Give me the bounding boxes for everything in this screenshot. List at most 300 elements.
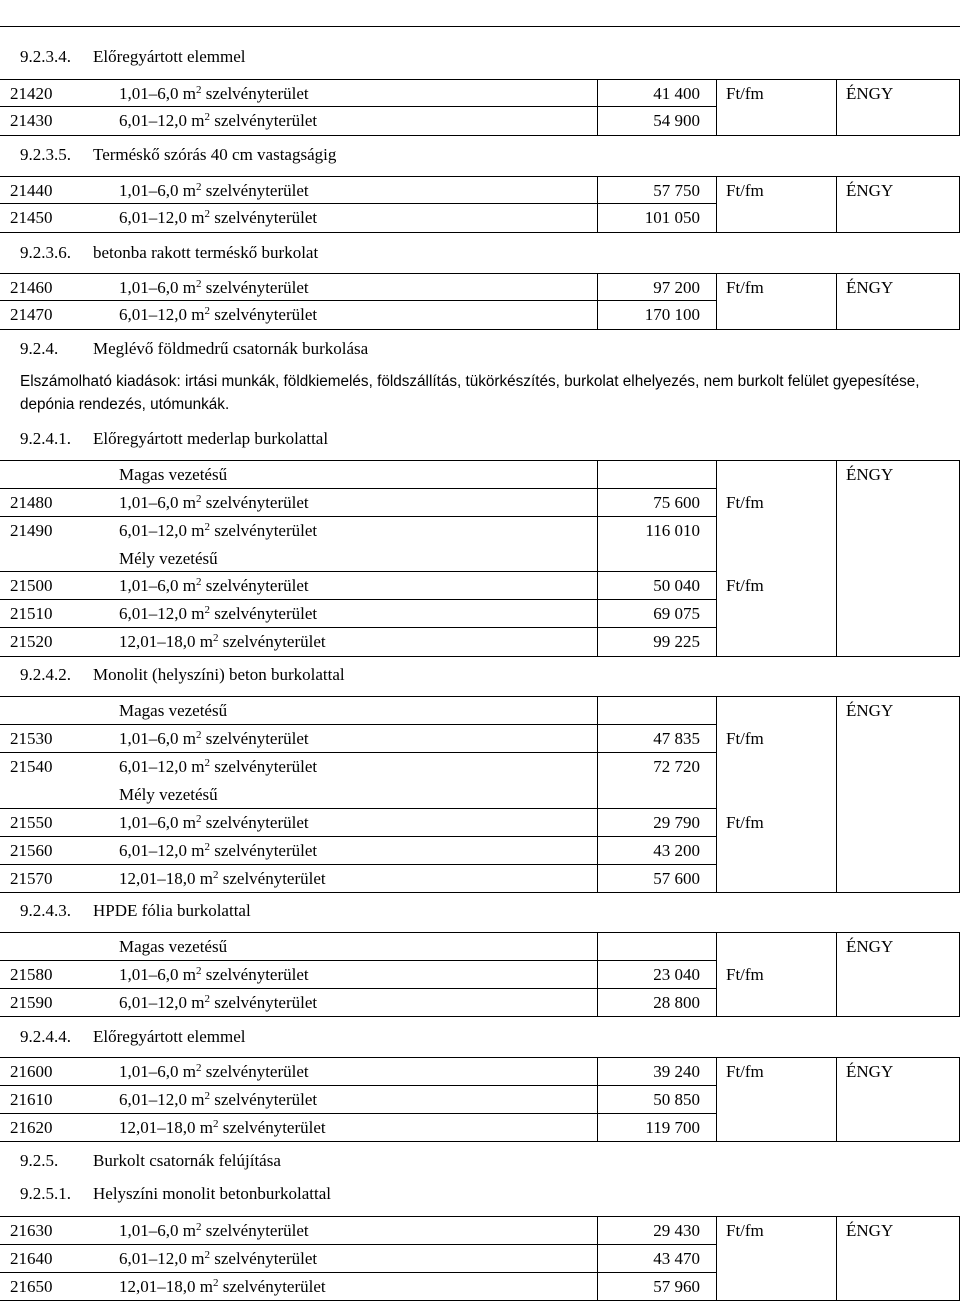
column-rule — [716, 176, 717, 232]
section-number: 9.2.4. — [20, 339, 59, 358]
unit-m: m — [199, 632, 213, 651]
unit-superscript: 2 — [195, 84, 202, 96]
table-row — [0, 809, 960, 837]
section-title: HPDE fólia burkolattal — [93, 901, 251, 920]
section-heading — [20, 145, 336, 165]
section-title: Meglévő földmedrű csatornák burkolása — [93, 339, 369, 358]
column-rule — [716, 79, 717, 135]
table-rule — [0, 106, 716, 107]
section-number: 9.2.3.4. — [20, 47, 71, 66]
row-value: 43 470 — [653, 1249, 700, 1268]
column-rule — [836, 460, 837, 656]
row-value: 72 720 — [653, 757, 700, 776]
unit-superscript: 2 — [204, 208, 210, 220]
subheading-row — [0, 697, 960, 725]
row-range: 6,01–12,0 — [119, 993, 187, 1012]
row-suffix: szelvényterület — [214, 208, 318, 227]
table-rule — [0, 460, 960, 461]
table-row — [0, 1114, 960, 1142]
table-row — [0, 628, 960, 656]
section-title: Előregyártott elemmel — [93, 47, 246, 66]
row-value: 47 835 — [653, 729, 700, 748]
row-value: 50 040 — [653, 576, 700, 595]
table-rule — [0, 135, 960, 136]
category-label: ÉNGY — [846, 937, 894, 956]
table-rule — [0, 627, 716, 628]
table-row — [0, 274, 960, 302]
unit-superscript: 2 — [212, 1277, 219, 1289]
table-rule — [0, 599, 716, 600]
row-code: 21480 — [10, 493, 53, 512]
row-range: 6,01–12,0 — [119, 208, 187, 227]
row-value: 29 790 — [653, 813, 700, 832]
row-suffix: szelvényterület — [205, 84, 309, 103]
unit-superscript: 2 — [212, 869, 219, 881]
subheading-row — [0, 545, 960, 573]
category-label: ÉNGY — [846, 278, 894, 297]
row-value: 41 400 — [653, 84, 700, 103]
row-range: 12,01–18,0 — [119, 632, 196, 651]
row-code: 21430 — [10, 111, 53, 130]
unit-m: m — [191, 841, 205, 860]
unit-superscript: 2 — [195, 1221, 202, 1233]
unit-superscript: 2 — [195, 965, 202, 977]
row-code: 21460 — [10, 278, 53, 297]
row-description — [119, 628, 326, 656]
section-number: 9.2.3.6. — [20, 243, 71, 262]
table-rule — [0, 988, 716, 989]
section-number: 9.2.5. — [20, 1151, 59, 1170]
row-range: 1,01–6,0 — [119, 965, 179, 984]
table-row — [0, 80, 960, 108]
unit-m: m — [191, 208, 205, 227]
section-number: 9.2.3.5. — [20, 145, 71, 164]
row-suffix: szelvényterület — [205, 729, 309, 748]
row-description — [119, 753, 317, 781]
row-code: 21510 — [10, 604, 53, 623]
unit-m: m — [199, 1277, 213, 1296]
table-row — [0, 725, 960, 753]
row-suffix: szelvényterület — [222, 869, 326, 888]
table-rule — [0, 203, 716, 204]
section-heading — [20, 339, 368, 359]
subheading-label: Magas vezetésű — [119, 937, 228, 956]
row-description — [119, 989, 317, 1017]
row-description — [119, 1217, 309, 1245]
unit-label: Ft/fm — [726, 84, 764, 103]
unit-label: Ft/fm — [726, 181, 764, 200]
row-suffix: szelvényterület — [205, 1221, 309, 1240]
unit-m: m — [182, 84, 196, 103]
row-code: 21490 — [10, 521, 53, 540]
row-range: 6,01–12,0 — [119, 1090, 187, 1109]
table-row — [0, 753, 960, 781]
row-suffix: szelvényterület — [222, 632, 326, 651]
unit-m: m — [199, 869, 213, 888]
row-range: 1,01–6,0 — [119, 278, 179, 297]
column-rule — [836, 932, 837, 1016]
table-row — [0, 600, 960, 628]
unit-superscript: 2 — [204, 521, 210, 533]
row-range: 6,01–12,0 — [119, 111, 187, 130]
column-rule — [597, 1057, 598, 1141]
row-description — [119, 177, 309, 205]
table-row — [0, 177, 960, 205]
table-rule — [0, 724, 716, 725]
row-description — [119, 274, 309, 302]
table-row — [0, 1245, 960, 1273]
row-code: 21500 — [10, 576, 53, 595]
row-code: 21570 — [10, 869, 53, 888]
row-description — [119, 107, 317, 135]
row-value: 43 200 — [653, 841, 700, 860]
unit-superscript: 2 — [204, 841, 210, 853]
row-code: 21440 — [10, 181, 53, 200]
row-value: 57 750 — [653, 181, 700, 200]
section-number: 9.2.4.1. — [20, 429, 71, 448]
unit-superscript: 2 — [212, 1118, 219, 1130]
section-heading — [20, 1151, 281, 1171]
row-value: 116 010 — [645, 521, 700, 540]
row-code: 21470 — [10, 305, 53, 324]
row-description — [119, 1086, 317, 1114]
header-rule — [0, 26, 960, 27]
subheading-label: Mély vezetésű — [119, 785, 218, 804]
row-range: 1,01–6,0 — [119, 1062, 179, 1081]
unit-superscript: 2 — [195, 576, 202, 588]
row-description — [119, 961, 309, 989]
row-range: 1,01–6,0 — [119, 181, 179, 200]
category-label: ÉNGY — [846, 181, 894, 200]
row-code: 21550 — [10, 813, 53, 832]
section-heading — [20, 901, 251, 921]
row-suffix: szelvényterület — [214, 1249, 318, 1268]
table-rule — [0, 516, 716, 517]
column-rule — [597, 1216, 598, 1300]
unit-label: Ft/fm — [726, 278, 764, 297]
row-suffix: szelvényterület — [222, 1277, 326, 1296]
unit-label: Ft/fm — [726, 1221, 764, 1240]
unit-m: m — [191, 521, 205, 540]
table-row — [0, 961, 960, 989]
section-heading — [20, 243, 318, 263]
section-title: Előregyártott elemmel — [93, 1027, 246, 1046]
row-description — [119, 1245, 317, 1273]
section-heading — [20, 665, 345, 685]
row-suffix: szelvényterület — [214, 305, 318, 324]
column-rule — [716, 932, 717, 1016]
table-row — [0, 301, 960, 329]
row-suffix: szelvényterület — [214, 993, 318, 1012]
table-row — [0, 1058, 960, 1086]
table-rule — [0, 1216, 960, 1217]
column-rule — [836, 1216, 837, 1300]
table-rule — [0, 864, 716, 865]
section-title: Monolit (helyszíni) beton burkolattal — [93, 665, 345, 684]
row-suffix: szelvényterület — [214, 521, 318, 540]
row-range: 12,01–18,0 — [119, 869, 196, 888]
column-rule — [597, 176, 598, 232]
unit-m: m — [182, 576, 196, 595]
table-row — [0, 489, 960, 517]
unit-m: m — [182, 965, 196, 984]
row-value: 29 430 — [653, 1221, 700, 1240]
row-value: 23 040 — [653, 965, 700, 984]
table-rule — [0, 1085, 716, 1086]
table-rule — [0, 1057, 960, 1058]
table-rule — [0, 329, 960, 330]
row-range: 6,01–12,0 — [119, 841, 187, 860]
row-description — [119, 1058, 309, 1086]
unit-m: m — [182, 1221, 196, 1240]
row-description — [119, 301, 317, 329]
section-number: 9.2.4.3. — [20, 901, 71, 920]
row-range: 1,01–6,0 — [119, 729, 179, 748]
table-row — [0, 1086, 960, 1114]
unit-superscript: 2 — [204, 111, 210, 123]
unit-superscript: 2 — [204, 993, 210, 1005]
section-heading — [20, 1184, 331, 1204]
unit-label: Ft/fm — [726, 576, 764, 595]
column-rule — [716, 1216, 717, 1300]
column-rule — [836, 273, 837, 329]
row-code: 21580 — [10, 965, 53, 984]
row-code: 21540 — [10, 757, 53, 776]
section-heading — [20, 429, 328, 449]
table-row — [0, 107, 960, 135]
unit-m: m — [182, 181, 196, 200]
subheading-label: Magas vezetésű — [119, 465, 228, 484]
section-title: Előregyártott mederlap burkolattal — [93, 429, 329, 448]
table-rule — [0, 232, 960, 233]
section-heading — [20, 47, 245, 67]
row-suffix: szelvényterület — [214, 1090, 318, 1109]
row-description — [119, 1273, 326, 1301]
row-value: 28 800 — [653, 993, 700, 1012]
row-description — [119, 204, 317, 232]
section-number: 9.2.4.4. — [20, 1027, 71, 1046]
row-suffix: szelvényterület — [222, 1118, 326, 1137]
row-value: 39 240 — [653, 1062, 700, 1081]
column-rule — [716, 696, 717, 892]
row-code: 21610 — [10, 1090, 53, 1109]
unit-m: m — [191, 111, 205, 130]
table-rule — [0, 932, 960, 933]
subheading-row — [0, 933, 960, 961]
row-value: 50 850 — [653, 1090, 700, 1109]
table-row — [0, 989, 960, 1017]
table-rule — [0, 488, 716, 489]
row-description — [119, 1114, 326, 1142]
unit-superscript: 2 — [204, 1090, 210, 1102]
unit-m: m — [191, 1090, 205, 1109]
row-code: 21530 — [10, 729, 53, 748]
column-rule — [597, 696, 598, 892]
unit-superscript: 2 — [204, 305, 210, 317]
row-description — [119, 865, 326, 893]
row-value: 170 100 — [644, 305, 700, 324]
unit-m: m — [182, 493, 196, 512]
unit-superscript: 2 — [204, 757, 210, 769]
column-rule — [836, 176, 837, 232]
unit-m: m — [182, 278, 196, 297]
table-rule — [0, 300, 716, 301]
category-label: ÉNGY — [846, 1062, 894, 1081]
unit-m: m — [182, 813, 196, 832]
subheading-row — [0, 781, 960, 809]
unit-superscript: 2 — [195, 493, 202, 505]
column-rule — [836, 696, 837, 892]
row-suffix: szelvényterület — [214, 841, 318, 860]
row-range: 1,01–6,0 — [119, 493, 179, 512]
unit-m: m — [182, 1062, 196, 1081]
category-label: ÉNGY — [846, 701, 894, 720]
unit-superscript: 2 — [195, 813, 202, 825]
column-rule — [836, 1057, 837, 1141]
section-title: Burkolt csatornák felújítása — [93, 1151, 281, 1170]
table-rule — [0, 1016, 960, 1017]
column-rule — [597, 932, 598, 1016]
row-value: 69 075 — [653, 604, 700, 623]
section-title: betonba rakott terméskő burkolat — [93, 243, 319, 262]
row-code: 21560 — [10, 841, 53, 860]
row-code: 21630 — [10, 1221, 53, 1240]
row-code: 21600 — [10, 1062, 53, 1081]
row-range: 1,01–6,0 — [119, 576, 179, 595]
table-row — [0, 572, 960, 600]
row-range: 1,01–6,0 — [119, 84, 179, 103]
row-suffix: szelvényterület — [205, 278, 309, 297]
unit-label: Ft/fm — [726, 729, 764, 748]
table-row — [0, 837, 960, 865]
row-range: 12,01–18,0 — [119, 1118, 196, 1137]
row-value: 75 600 — [653, 493, 700, 512]
row-code: 21520 — [10, 632, 53, 651]
column-rule — [597, 460, 598, 656]
column-rule — [716, 1057, 717, 1141]
row-range: 6,01–12,0 — [119, 1249, 187, 1268]
row-code: 21620 — [10, 1118, 53, 1137]
table-row — [0, 204, 960, 232]
unit-superscript: 2 — [212, 632, 219, 644]
row-suffix: szelvényterület — [205, 965, 309, 984]
row-code: 21640 — [10, 1249, 53, 1268]
table-rule — [0, 176, 960, 177]
table-rule — [0, 273, 960, 274]
unit-label: Ft/fm — [726, 493, 764, 512]
column-rule — [716, 460, 717, 656]
table-rule — [0, 752, 716, 753]
unit-superscript: 2 — [195, 181, 202, 193]
unit-m: m — [182, 729, 196, 748]
row-code: 21420 — [10, 84, 53, 103]
row-suffix: szelvényterület — [214, 604, 318, 623]
table-rule — [0, 79, 960, 80]
unit-superscript: 2 — [195, 1062, 202, 1074]
row-description — [119, 489, 309, 517]
table-row — [0, 1217, 960, 1245]
unit-m: m — [191, 993, 205, 1012]
row-suffix: szelvényterület — [205, 181, 309, 200]
row-suffix: szelvényterület — [205, 493, 309, 512]
unit-label: Ft/fm — [726, 1062, 764, 1081]
row-range: 12,01–18,0 — [119, 1277, 196, 1296]
table-rule — [0, 960, 716, 961]
section-number: 9.2.5.1. — [20, 1184, 71, 1203]
row-range: 1,01–6,0 — [119, 813, 179, 832]
table-rule — [0, 1272, 716, 1273]
row-code: 21590 — [10, 993, 53, 1012]
category-label: ÉNGY — [846, 84, 894, 103]
table-rule — [0, 1113, 716, 1114]
unit-label: Ft/fm — [726, 965, 764, 984]
row-value: 54 900 — [653, 111, 700, 130]
unit-superscript: 2 — [195, 278, 202, 290]
row-description — [119, 725, 309, 753]
row-value: 101 050 — [644, 208, 700, 227]
subheading-label: Mély vezetésű — [119, 549, 218, 568]
row-description — [119, 600, 317, 628]
row-range: 6,01–12,0 — [119, 305, 187, 324]
row-value: 97 200 — [653, 278, 700, 297]
row-value: 57 960 — [653, 1277, 700, 1296]
row-description — [119, 809, 309, 837]
table-rule — [0, 808, 716, 809]
unit-label: Ft/fm — [726, 813, 764, 832]
unit-superscript: 2 — [204, 604, 210, 616]
unit-m: m — [191, 1249, 205, 1268]
section-title: Helyszíni monolit betonburkolattal — [93, 1184, 331, 1203]
table-rule — [0, 656, 960, 657]
row-value: 99 225 — [653, 632, 700, 651]
table-row — [0, 1273, 960, 1301]
table-row — [0, 517, 960, 545]
row-code: 21650 — [10, 1277, 53, 1296]
table-rule — [0, 892, 960, 893]
row-code: 21450 — [10, 208, 53, 227]
subheading-label: Magas vezetésű — [119, 701, 228, 720]
column-rule — [597, 273, 598, 329]
unit-m: m — [191, 305, 205, 324]
table-rule — [0, 1244, 716, 1245]
unit-superscript: 2 — [195, 729, 202, 741]
row-suffix: szelvényterület — [205, 813, 309, 832]
section-title: Terméskő szórás 40 cm vastagságig — [93, 145, 337, 164]
subheading-row — [0, 461, 960, 489]
row-description — [119, 572, 309, 600]
column-rule — [597, 79, 598, 135]
unit-superscript: 2 — [204, 1249, 210, 1261]
table-rule — [0, 836, 716, 837]
table-rule — [0, 696, 960, 697]
row-description — [119, 837, 317, 865]
row-suffix: szelvényterület — [205, 576, 309, 595]
row-range: 6,01–12,0 — [119, 757, 187, 776]
category-label: ÉNGY — [846, 1221, 894, 1240]
section-number: 9.2.4.2. — [20, 665, 71, 684]
row-suffix: szelvényterület — [214, 111, 318, 130]
row-description — [119, 517, 317, 545]
unit-m: m — [191, 604, 205, 623]
row-value: 119 700 — [645, 1118, 700, 1137]
row-suffix: szelvényterület — [214, 757, 318, 776]
table-rule — [0, 571, 716, 572]
section-heading — [20, 1027, 245, 1047]
row-suffix: szelvényterület — [205, 1062, 309, 1081]
column-rule — [836, 79, 837, 135]
table-row — [0, 865, 960, 893]
column-rule — [716, 273, 717, 329]
